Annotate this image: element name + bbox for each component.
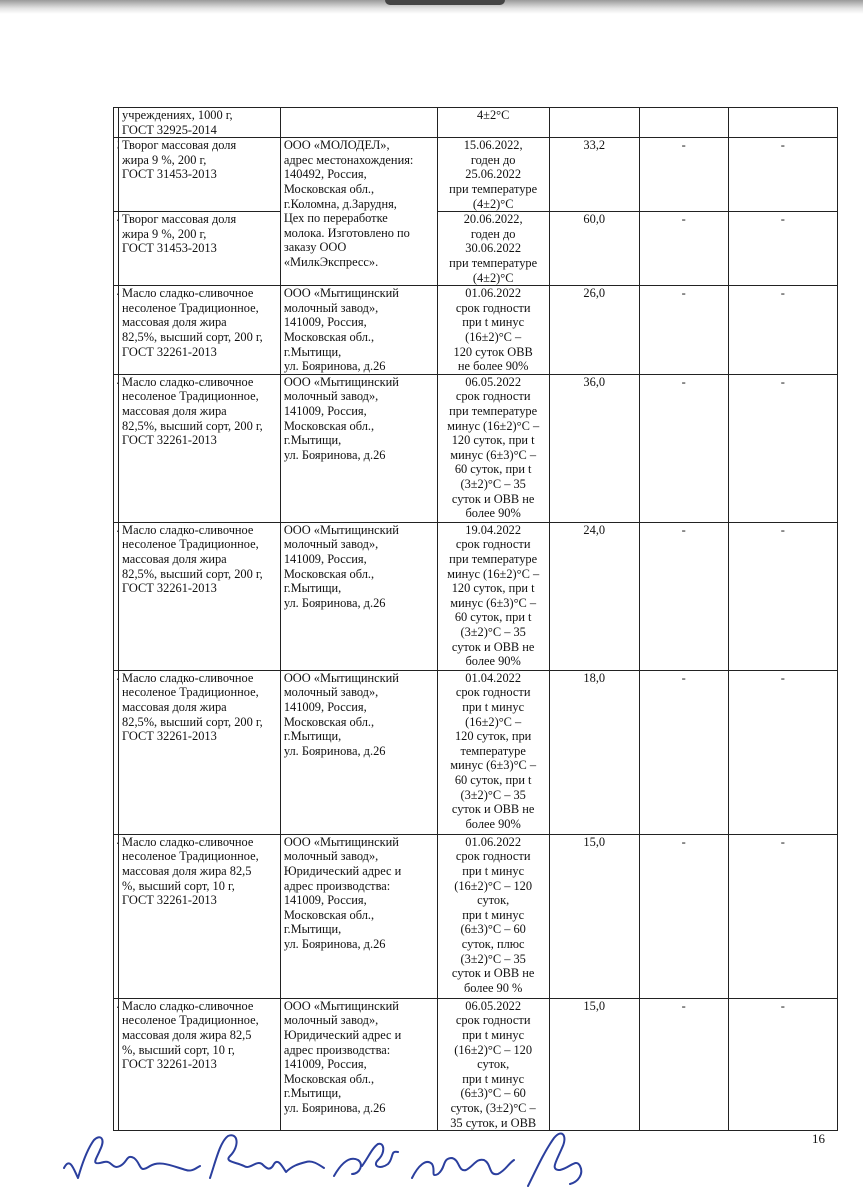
quantity-cell: 15,0 [549, 998, 639, 1130]
products-table [113, 107, 838, 1131]
table-row [114, 670, 838, 834]
date-cell: 15.06.2022, годен до 25.06.2022 при температуре (4±2)°С [437, 138, 549, 212]
dash-cell: - [728, 522, 837, 670]
manufacturer-cell: ООО «Мытищинский молочный завод», Юридический адрес и адрес производства: 141009, Россия, Московская обл., г.Мытищи, ул. Бояринова, д.26 [280, 998, 437, 1130]
dash-cell: - [639, 286, 728, 375]
dash-cell: - [728, 834, 837, 998]
quantity-cell: 60,0 [549, 212, 639, 286]
product-cell: Масло сладко-сливочное несоленое Традиционное, массовая доля жира 82,5%, высший сорт, 200 г, ГОСТ 32261-2013 [119, 286, 281, 375]
dash-cell [639, 108, 728, 138]
dash-cell: - [728, 374, 837, 522]
dash-cell: - [639, 374, 728, 522]
quantity-cell: 24,0 [549, 522, 639, 670]
table-row [114, 834, 838, 998]
product-cell: Масло сладко-сливочное несоленое Традиционное, массовая доля жира 82,5 %, высший сорт, 10 г, ГОСТ 32261-2013 [119, 834, 281, 998]
dash-cell: - [639, 998, 728, 1130]
product-cell: Творог массовая доля жира 9 %, 200 г, ГОСТ 31453-2013 [119, 138, 281, 212]
dash-cell: - [728, 670, 837, 834]
quantity-cell: 26,0 [549, 286, 639, 375]
quantity-cell: 15,0 [549, 834, 639, 998]
table-row [114, 138, 838, 212]
table-row [114, 286, 838, 375]
dash-cell: - [639, 670, 728, 834]
product-cell: учреждениях, 1000 г, ГОСТ 32925-2014 [119, 108, 281, 138]
table-row [114, 212, 838, 286]
quantity-cell: 36,0 [549, 374, 639, 522]
handwritten-signatures [60, 1108, 620, 1200]
quantity-cell: 33,2 [549, 138, 639, 212]
date-cell: 01.04.2022 срок годности при t минус (16±2)°С – 120 суток, при температуре минус (6±3)°С – 60 суток, при t (3±2)°С – 35 суток и ОВВ не более 90% [437, 670, 549, 834]
dash-cell: - [639, 834, 728, 998]
date-cell: 19.04.2022 срок годности при температуре минус (16±2)°С – 120 суток, при t минус (6±3)°С – 60 суток, при t (3±2)°С – 35 суток и ОВВ не более 90% [437, 522, 549, 670]
quantity-cell [549, 108, 639, 138]
manufacturer-cell: ООО «Мытищинский молочный завод», Юридический адрес и адрес производства: 141009, Россия, Московская обл., г.Мытищи, ул. Бояринова, д.26 [280, 834, 437, 998]
manufacturer-cell [280, 108, 437, 138]
dash-cell [728, 108, 837, 138]
dash-cell: - [728, 212, 837, 286]
product-cell: Масло сладко-сливочное несоленое Традиционное, массовая доля жира 82,5%, высший сорт, 200 г, ГОСТ 32261-2013 [119, 522, 281, 670]
date-cell: 01.06.2022 срок годности при t минус (16±2)°С – 120 суток ОВВ не более 90% [437, 286, 549, 375]
dash-cell: - [639, 138, 728, 212]
dash-cell: - [728, 138, 837, 212]
table-row [114, 522, 838, 670]
product-cell: Масло сладко-сливочное несоленое Традиционное, массовая доля жира 82,5%, высший сорт, 200 г, ГОСТ 32261-2013 [119, 374, 281, 522]
product-cell: Творог массовая доля жира 9 %, 200 г, ГОСТ 31453-2013 [119, 212, 281, 286]
date-cell: 4±2°С [437, 108, 549, 138]
table-row [114, 108, 838, 138]
quantity-cell: 18,0 [549, 670, 639, 834]
manufacturer-cell: ООО «Мытищинский молочный завод», 141009, Россия, Московская обл., г.Мытищи, ул. Бояринова, д.26 [280, 522, 437, 670]
date-cell: 20.06.2022, годен до 30.06.2022 при температуре (4±2)°С [437, 212, 549, 286]
page-number: 16 [812, 1131, 825, 1146]
date-cell: 01.06.2022 срок годности при t минус (16±2)°С – 120 суток, при t минус (6±3)°С – 60 суток, плюс (3±2)°С – 35 суток и ОВВ не более 90 % [437, 834, 549, 998]
date-cell: 06.05.2022 срок годности при температуре минус (16±2)°С – 120 суток, при t минус (6±3)°С – 60 суток, при t (3±2)°С – 35 суток и ОВВ не более 90% [437, 374, 549, 522]
table-row [114, 374, 838, 522]
manufacturer-cell: ООО «Мытищинский молочный завод», 141009, Россия, Московская обл., г.Мытищи, ул. Бояринова, д.26 [280, 286, 437, 375]
dash-cell: - [728, 998, 837, 1130]
scan-edge-mark [385, 0, 505, 5]
dash-cell: - [728, 286, 837, 375]
manufacturer-cell: ООО «Мытищинский молочный завод», 141009, Россия, Московская обл., г.Мытищи, ул. Бояринова, д.26 [280, 374, 437, 522]
dash-cell: - [639, 522, 728, 670]
product-cell: Масло сладко-сливочное несоленое Традиционное, массовая доля жира 82,5%, высший сорт, 200 г, ГОСТ 32261-2013 [119, 670, 281, 834]
manufacturer-cell: ООО «Мытищинский молочный завод», 141009, Россия, Московская обл., г.Мытищи, ул. Бояринова, д.26 [280, 670, 437, 834]
product-cell: Масло сладко-сливочное несоленое Традиционное, массовая доля жира 82,5 %, высший сорт, 10 г, ГОСТ 32261-2013 [119, 998, 281, 1130]
date-cell: 06.05.2022 срок годности при t минус (16±2)°С – 120 суток, при t минус (6±3)°С – 60 суток, (3±2)°С – 35 суток, и ОВВ [437, 998, 549, 1130]
dash-cell: - [639, 212, 728, 286]
manufacturer-cell: ООО «МОЛОДЕЛ», адрес местонахождения: 140492, Россия, Московская обл., г.Коломна, д.Зарудня, Цех по переработке молока. Изготовлено по заказу ООО «МилкЭкспресс». [280, 138, 437, 286]
